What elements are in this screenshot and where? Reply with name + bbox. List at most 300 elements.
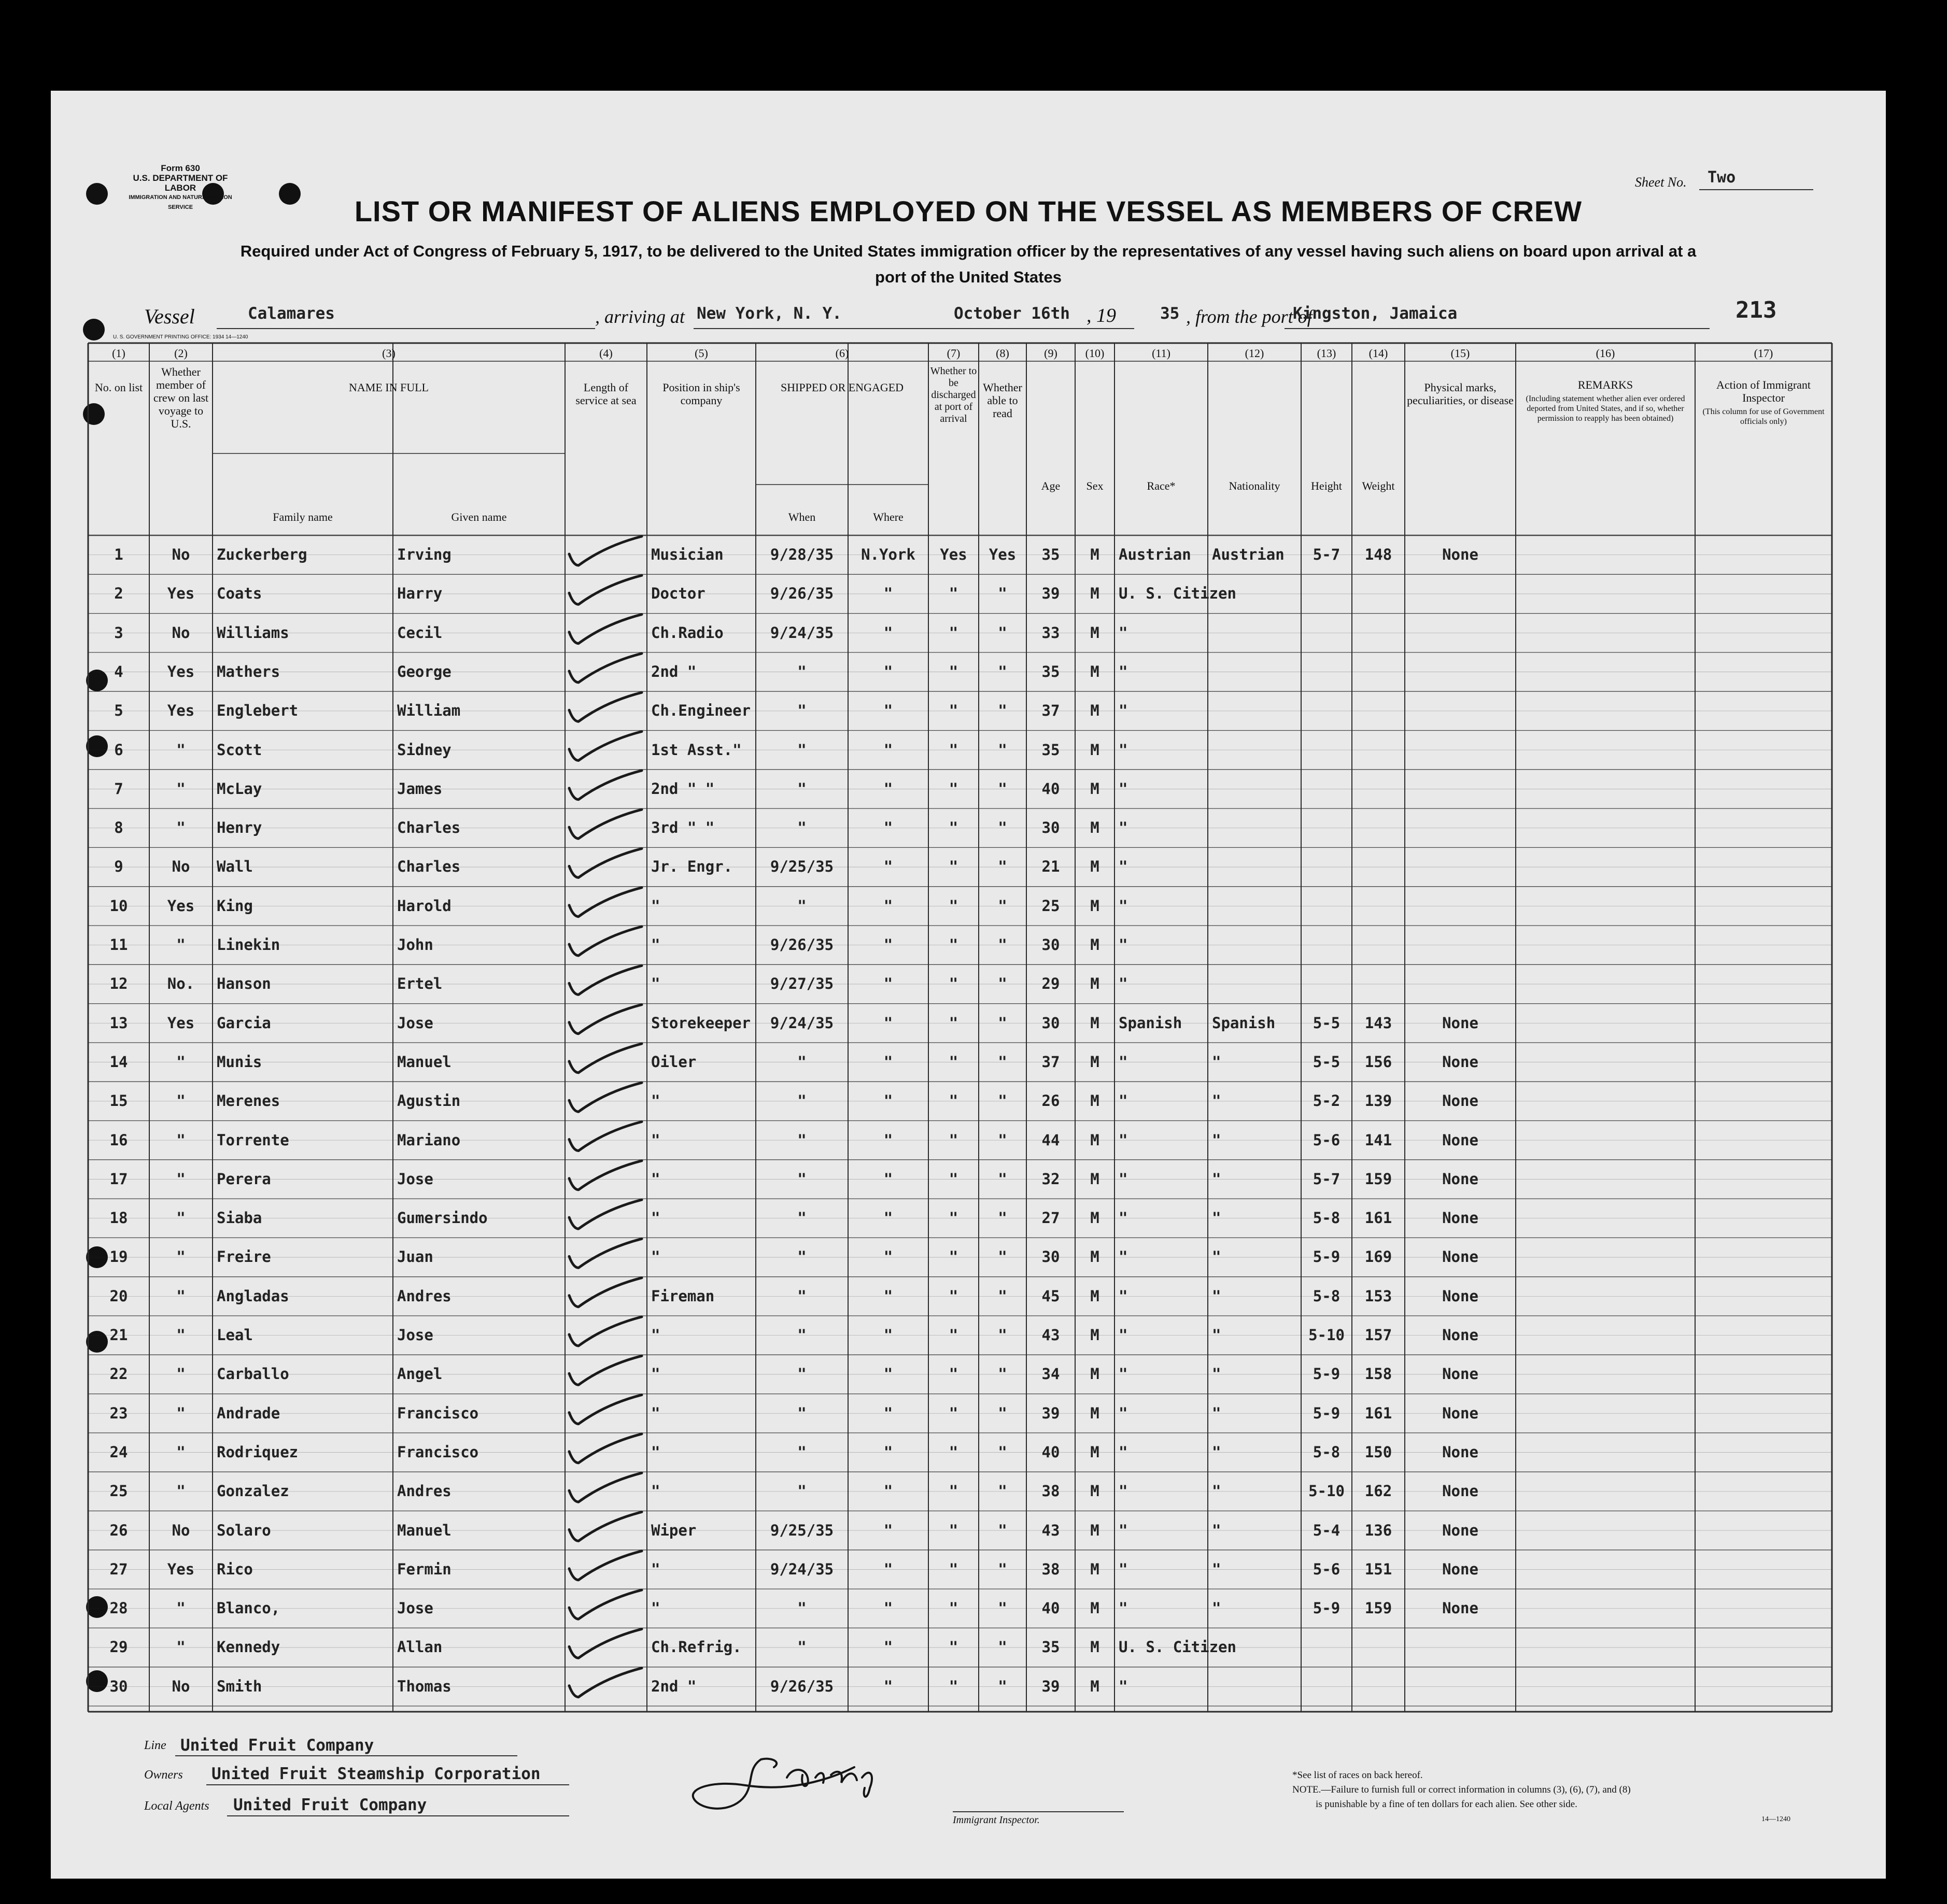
cell-no-on-list: 1	[114, 546, 123, 563]
cell-physical-marks: None	[1442, 1599, 1478, 1617]
cell-discharged: "	[949, 1326, 958, 1344]
cell-able-to-read: "	[998, 936, 1007, 954]
cell-age: 37	[1041, 1053, 1060, 1071]
tick-mark	[569, 848, 642, 877]
tick-mark	[569, 1278, 642, 1307]
cell-able-to-read: "	[998, 1209, 1007, 1227]
cell-shipped-when: "	[797, 1443, 807, 1461]
cell-physical-marks: None	[1442, 1443, 1478, 1461]
sheet-label: Sheet No.	[1635, 175, 1687, 190]
cell-crew-last-voyage: "	[176, 1599, 186, 1617]
cell-shipped-where: N.York	[861, 546, 915, 563]
header-weight: Weight	[1362, 479, 1395, 492]
cell-able-to-read: "	[998, 1638, 1007, 1656]
cell-family-name: Rodriquez	[217, 1443, 299, 1461]
cell-able-to-read: "	[998, 702, 1007, 720]
cell-able-to-read: "	[998, 897, 1007, 915]
cell-height: 5-8	[1313, 1209, 1341, 1227]
cell-no-on-list: 29	[109, 1638, 128, 1656]
cell-given-name: Mariano	[397, 1131, 461, 1149]
cell-sex: M	[1090, 1638, 1099, 1656]
cell-able-to-read: "	[998, 585, 1007, 603]
cell-able-to-read: "	[998, 819, 1007, 837]
cell-weight: 139	[1364, 1092, 1392, 1110]
cell-position: "	[651, 1092, 660, 1110]
cell-no-on-list: 7	[114, 779, 123, 798]
cell-no-on-list: 5	[114, 702, 123, 720]
cell-crew-last-voyage: "	[176, 1638, 186, 1656]
cell-race: "	[1119, 623, 1128, 642]
cell-able-to-read: "	[998, 975, 1007, 993]
cell-position: "	[651, 975, 660, 993]
tick-mark	[569, 1044, 642, 1073]
column-number: (15)	[1450, 347, 1470, 360]
cell-family-name: Mathers	[217, 662, 280, 680]
tick-mark	[569, 888, 642, 917]
cell-age: 26	[1041, 1092, 1060, 1110]
agents-value: United Fruit Company	[233, 1796, 427, 1814]
cell-shipped-when: 9/26/35	[770, 936, 834, 954]
cell-given-name: Gumersindo	[397, 1209, 488, 1227]
cell-height: 5-5	[1313, 1014, 1341, 1032]
cell-position: "	[651, 1404, 660, 1422]
cell-weight: 159	[1364, 1170, 1392, 1188]
cell-height: 5-4	[1313, 1521, 1341, 1539]
cell-shipped-where: "	[883, 1014, 893, 1032]
vessel-label: Vessel	[144, 305, 195, 328]
cell-family-name: Rico	[217, 1560, 253, 1578]
cell-position: Jr. Engr.	[651, 858, 733, 876]
cell-able-to-read: "	[998, 858, 1007, 876]
cell-family-name: Leal	[217, 1326, 253, 1344]
cell-position: 3rd " "	[651, 819, 715, 837]
cell-shipped-where: "	[883, 1287, 893, 1305]
column-number: (7)	[947, 347, 961, 360]
cell-sex: M	[1090, 546, 1099, 563]
cell-shipped-when: "	[797, 1248, 807, 1266]
cell-family-name: King	[217, 897, 253, 915]
cell-crew-last-voyage: "	[176, 1365, 186, 1383]
cell-discharged: "	[949, 1053, 958, 1071]
cell-physical-marks: None	[1442, 1131, 1478, 1149]
cell-age: 40	[1041, 1599, 1060, 1617]
cell-race: "	[1119, 858, 1128, 876]
cell-weight: 157	[1364, 1326, 1392, 1344]
header-given-name: Given name	[451, 510, 507, 523]
cell-crew-last-voyage: "	[176, 1326, 186, 1344]
cell-crew-last-voyage: Yes	[167, 585, 195, 603]
cell-able-to-read: "	[998, 1482, 1007, 1500]
cell-position: 1st Asst."	[651, 741, 742, 759]
vessel-name: Calamares	[248, 304, 335, 323]
column-number: (3)	[382, 347, 396, 360]
cell-crew-last-voyage: No	[172, 858, 190, 876]
header-sex: Sex	[1086, 479, 1104, 492]
cell-no-on-list: 30	[109, 1677, 128, 1695]
header-length-of-service: Length of service at sea	[575, 381, 637, 407]
cell-crew-last-voyage: "	[176, 1443, 186, 1461]
cell-race: "	[1119, 1287, 1128, 1305]
tick-mark	[569, 615, 642, 644]
cell-no-on-list: 16	[109, 1131, 128, 1149]
cell-sex: M	[1090, 1521, 1099, 1539]
cell-nationality: "	[1212, 1404, 1221, 1422]
cell-no-on-list: 6	[114, 741, 123, 759]
cell-able-to-read: "	[998, 1053, 1007, 1071]
cell-discharged: Yes	[940, 546, 967, 563]
cell-height: 5-5	[1313, 1053, 1341, 1071]
cell-able-to-read: "	[998, 1248, 1007, 1266]
tick-mark	[569, 1200, 642, 1229]
cell-discharged: "	[949, 1599, 958, 1617]
cell-race: U. S. Citizen	[1119, 585, 1236, 603]
cell-physical-marks: None	[1442, 1170, 1478, 1188]
cell-sex: M	[1090, 585, 1099, 603]
cell-shipped-when: "	[797, 1482, 807, 1500]
cell-given-name: William	[397, 702, 461, 720]
cell-age: 32	[1041, 1170, 1060, 1188]
cell-position: 2nd " "	[651, 779, 715, 798]
cell-family-name: Kennedy	[217, 1638, 280, 1656]
cell-age: 40	[1041, 779, 1060, 798]
cell-family-name: Angladas	[217, 1287, 289, 1305]
cell-position: "	[651, 1170, 660, 1188]
header-remarks-note: (Including statement whether alien ever ordered deported from United States, and if so, whether permission to reapply has been obtained)	[1526, 394, 1685, 423]
page-number: 213	[1736, 297, 1777, 323]
cell-nationality: "	[1212, 1092, 1221, 1110]
cell-height: 5-10	[1308, 1326, 1345, 1344]
cell-shipped-where: "	[883, 1404, 893, 1422]
header-height: Height	[1311, 479, 1342, 492]
cell-height: 5-6	[1313, 1560, 1341, 1578]
cell-discharged: "	[949, 1521, 958, 1539]
cell-height: 5-9	[1313, 1248, 1341, 1266]
year-suffix: 35	[1160, 304, 1180, 323]
cell-family-name: McLay	[217, 779, 262, 798]
cell-discharged: "	[949, 585, 958, 603]
cell-discharged: "	[949, 975, 958, 993]
cell-position: "	[651, 1326, 660, 1344]
cell-height: 5-7	[1313, 1170, 1341, 1188]
cell-shipped-when: "	[797, 1209, 807, 1227]
arrival-date: October 16th	[954, 304, 1070, 323]
cell-given-name: Angel	[397, 1365, 443, 1383]
cell-nationality: "	[1212, 1443, 1221, 1461]
cell-no-on-list: 17	[109, 1170, 128, 1188]
cell-weight: 148	[1364, 546, 1392, 563]
tick-mark	[569, 927, 642, 956]
cell-weight: 143	[1364, 1014, 1392, 1032]
cell-weight: 156	[1364, 1053, 1392, 1071]
cell-discharged: "	[949, 623, 958, 642]
cell-no-on-list: 14	[109, 1053, 128, 1071]
cell-height: 5-7	[1313, 546, 1341, 563]
cell-race: "	[1119, 1053, 1128, 1071]
cell-shipped-where: "	[883, 1599, 893, 1617]
header-when: When	[788, 510, 816, 523]
cell-able-to-read: "	[998, 1092, 1007, 1110]
cell-age: 30	[1041, 1014, 1060, 1032]
cell-shipped-where: "	[883, 702, 893, 720]
cell-age: 27	[1041, 1209, 1060, 1227]
department: U.S. DEPARTMENT OF LABOR	[133, 173, 228, 193]
cell-sex: M	[1090, 1677, 1099, 1695]
cell-crew-last-voyage: Yes	[167, 1014, 195, 1032]
cell-family-name: Blanco,	[217, 1599, 280, 1617]
column-number: (9)	[1044, 347, 1057, 360]
cell-height: 5-2	[1313, 1092, 1341, 1110]
tick-mark	[569, 1005, 642, 1034]
tick-mark	[569, 809, 642, 839]
cell-age: 29	[1041, 975, 1060, 993]
cell-no-on-list: 3	[114, 623, 123, 642]
cell-shipped-when: "	[797, 1287, 807, 1305]
tick-mark	[569, 1317, 642, 1346]
cell-position: "	[651, 1365, 660, 1383]
cell-physical-marks: None	[1442, 1482, 1478, 1500]
cell-race: "	[1119, 1131, 1128, 1149]
cell-no-on-list: 15	[109, 1092, 128, 1110]
cell-shipped-where: "	[883, 1170, 893, 1188]
cell-family-name: Williams	[217, 623, 289, 642]
cell-sex: M	[1090, 662, 1099, 680]
cell-discharged: "	[949, 1014, 958, 1032]
cell-given-name: Charles	[397, 858, 461, 876]
cell-nationality: Spanish	[1212, 1014, 1276, 1032]
cell-crew-last-voyage: "	[176, 936, 186, 954]
cell-age: 43	[1041, 1326, 1060, 1344]
column-number: (11)	[1152, 347, 1170, 360]
column-number: (6)	[835, 347, 849, 360]
cell-nationality: "	[1212, 1599, 1221, 1617]
cell-discharged: "	[949, 1092, 958, 1110]
cell-race: "	[1119, 1326, 1128, 1344]
cell-shipped-where: "	[883, 858, 893, 876]
cell-weight: 136	[1364, 1521, 1392, 1539]
cell-no-on-list: 11	[109, 936, 128, 954]
cell-physical-marks: None	[1442, 1209, 1478, 1227]
cell-shipped-where: "	[883, 1677, 893, 1695]
cell-position: "	[651, 1443, 660, 1461]
cell-able-to-read: "	[998, 1560, 1007, 1578]
inspector-signature	[683, 1739, 974, 1827]
cell-sex: M	[1090, 1560, 1099, 1578]
cell-sex: M	[1090, 1404, 1099, 1422]
cell-family-name: Perera	[217, 1170, 271, 1188]
cell-physical-marks: None	[1442, 546, 1478, 563]
owners-value: United Fruit Steamship Corporation	[211, 1765, 541, 1783]
cell-sex: M	[1090, 1326, 1099, 1344]
cell-position: "	[651, 1131, 660, 1149]
cell-weight: 151	[1364, 1560, 1392, 1578]
cell-weight: 169	[1364, 1248, 1392, 1266]
cell-no-on-list: 9	[114, 858, 123, 876]
cell-race: "	[1119, 779, 1128, 798]
line-label: Line	[144, 1739, 166, 1752]
year-prefix: , 19	[1087, 305, 1116, 326]
cell-age: 35	[1041, 1638, 1060, 1656]
cell-family-name: Henry	[217, 819, 262, 837]
cell-family-name: Andrade	[217, 1404, 280, 1422]
cell-physical-marks: None	[1442, 1248, 1478, 1266]
cell-position: Ch.Engineer	[651, 702, 751, 720]
cell-race: U. S. Citizen	[1119, 1638, 1236, 1656]
cell-given-name: Jose	[397, 1599, 433, 1617]
cell-race: "	[1119, 1599, 1128, 1617]
cell-weight: 141	[1364, 1131, 1392, 1149]
cell-sex: M	[1090, 623, 1099, 642]
owners-label: Owners	[144, 1768, 183, 1782]
cell-weight: 153	[1364, 1287, 1392, 1305]
form-number: Form 630	[161, 163, 200, 173]
cell-shipped-when: "	[797, 819, 807, 837]
cell-weight: 161	[1364, 1404, 1392, 1422]
cell-shipped-where: "	[883, 1560, 893, 1578]
cell-position: Ch.Radio	[651, 623, 724, 642]
inspector-label: Immigrant Inspector.	[953, 1814, 1040, 1826]
cell-given-name: Sidney	[397, 741, 452, 759]
cell-nationality: "	[1212, 1053, 1221, 1071]
cell-discharged: "	[949, 702, 958, 720]
page-title: LIST OR MANIFEST OF ALIENS EMPLOYED ON THE VESSEL AS MEMBERS OF CREW	[354, 195, 1583, 228]
cell-no-on-list: 19	[109, 1248, 128, 1266]
cell-discharged: "	[949, 1404, 958, 1422]
cell-sex: M	[1090, 975, 1099, 993]
cell-shipped-when: "	[797, 702, 807, 720]
cell-no-on-list: 12	[109, 975, 128, 993]
column-number: (2)	[174, 347, 188, 360]
cell-physical-marks: None	[1442, 1014, 1478, 1032]
header-no-on-list: No. on list	[94, 381, 143, 394]
cell-crew-last-voyage: "	[176, 1209, 186, 1227]
header-name-in-full: NAME IN FULL	[349, 381, 429, 394]
cell-sex: M	[1090, 1053, 1099, 1071]
cell-race: "	[1119, 702, 1128, 720]
print-office: U. S. GOVERNMENT PRINTING OFFICE: 1934 14—1240	[113, 334, 248, 340]
cell-shipped-where: "	[883, 1521, 893, 1539]
cell-race: Spanish	[1119, 1014, 1182, 1032]
column-number: (13)	[1317, 347, 1336, 360]
cell-weight: 161	[1364, 1209, 1392, 1227]
cell-shipped-when: "	[797, 1053, 807, 1071]
cell-race: "	[1119, 662, 1128, 680]
cell-discharged: "	[949, 897, 958, 915]
cell-height: 5-8	[1313, 1443, 1341, 1461]
cell-sex: M	[1090, 1092, 1099, 1110]
cell-age: 30	[1041, 1248, 1060, 1266]
cell-nationality: "	[1212, 1209, 1221, 1227]
cell-family-name: Carballo	[217, 1365, 289, 1383]
cell-shipped-where: "	[883, 1053, 893, 1071]
cell-weight: 158	[1364, 1365, 1392, 1383]
cell-given-name: Harold	[397, 897, 452, 915]
cell-family-name: Linekin	[217, 936, 280, 954]
cell-family-name: Freire	[217, 1248, 271, 1266]
cell-nationality: "	[1212, 1287, 1221, 1305]
cell-shipped-where: "	[883, 819, 893, 837]
cell-position: Storekeeper	[651, 1014, 751, 1032]
header-able-to-read: Whether able to read	[983, 381, 1022, 420]
cell-crew-last-voyage: "	[176, 1482, 186, 1500]
cell-able-to-read: "	[998, 1131, 1007, 1149]
cell-position: "	[651, 936, 660, 954]
cell-shipped-where: "	[883, 1209, 893, 1227]
cell-sex: M	[1090, 741, 1099, 759]
cell-crew-last-voyage: No.	[167, 975, 195, 993]
cell-position: "	[651, 1599, 660, 1617]
cell-shipped-where: "	[883, 1092, 893, 1110]
cell-age: 38	[1041, 1482, 1060, 1500]
cell-discharged: "	[949, 1443, 958, 1461]
cell-sex: M	[1090, 1014, 1099, 1032]
cell-sex: M	[1090, 1443, 1099, 1461]
cell-race: "	[1119, 1677, 1128, 1695]
cell-able-to-read: "	[998, 1170, 1007, 1188]
cell-race: "	[1119, 1443, 1128, 1461]
cell-race: "	[1119, 1482, 1128, 1500]
cell-age: 40	[1041, 1443, 1060, 1461]
cell-able-to-read: "	[998, 623, 1007, 642]
header-physical-marks: Physical marks, peculiarities, or disease	[1407, 381, 1514, 407]
sheet-value: Two	[1708, 168, 1736, 187]
tick-mark	[569, 771, 642, 800]
cell-no-on-list: 2	[114, 585, 123, 603]
cell-shipped-when: 9/24/35	[770, 1014, 834, 1032]
arriving-at: New York, N. Y.	[697, 304, 842, 323]
line-value: United Fruit Company	[180, 1736, 374, 1755]
cell-given-name: Juan	[397, 1248, 433, 1266]
cell-weight: 162	[1364, 1482, 1392, 1500]
cell-given-name: Andres	[397, 1482, 452, 1500]
cell-race: "	[1119, 1404, 1128, 1422]
cell-nationality: "	[1212, 1521, 1221, 1539]
cell-family-name: Coats	[217, 585, 262, 603]
arriving-label: , arriving at	[595, 306, 685, 327]
cell-shipped-where: "	[883, 1638, 893, 1656]
cell-race: "	[1119, 1560, 1128, 1578]
cell-given-name: Thomas	[397, 1677, 452, 1695]
cell-able-to-read: "	[998, 1677, 1007, 1695]
tick-mark	[569, 653, 642, 683]
cell-shipped-when: "	[797, 741, 807, 759]
length-of-service-tick-marks	[51, 91, 1886, 1879]
cell-sex: M	[1090, 1131, 1099, 1149]
cell-race: "	[1119, 1248, 1128, 1266]
column-number: (4)	[599, 347, 613, 360]
cell-able-to-read: "	[998, 1443, 1007, 1461]
cell-age: 34	[1041, 1365, 1060, 1383]
cell-crew-last-voyage: "	[176, 1404, 186, 1422]
header-where: Where	[873, 510, 904, 523]
cell-discharged: "	[949, 1365, 958, 1383]
cell-given-name: Cecil	[397, 623, 443, 642]
cell-position: Ch.Refrig.	[651, 1638, 742, 1656]
subtitle-line2: port of the United States	[875, 268, 1062, 286]
cell-family-name: Zuckerberg	[217, 546, 307, 563]
cell-family-name: Garcia	[217, 1014, 271, 1032]
cell-given-name: Irving	[397, 546, 452, 563]
cell-race: "	[1119, 1209, 1128, 1227]
tick-mark	[569, 1161, 642, 1190]
cell-age: 39	[1041, 1404, 1060, 1422]
cell-shipped-where: "	[883, 1248, 893, 1266]
cell-nationality: "	[1212, 1248, 1221, 1266]
tick-mark	[569, 1434, 642, 1463]
cell-race: Austrian	[1119, 546, 1191, 563]
tick-mark	[569, 1395, 642, 1424]
column-number: (12)	[1245, 347, 1264, 360]
cell-crew-last-voyage: "	[176, 1170, 186, 1188]
